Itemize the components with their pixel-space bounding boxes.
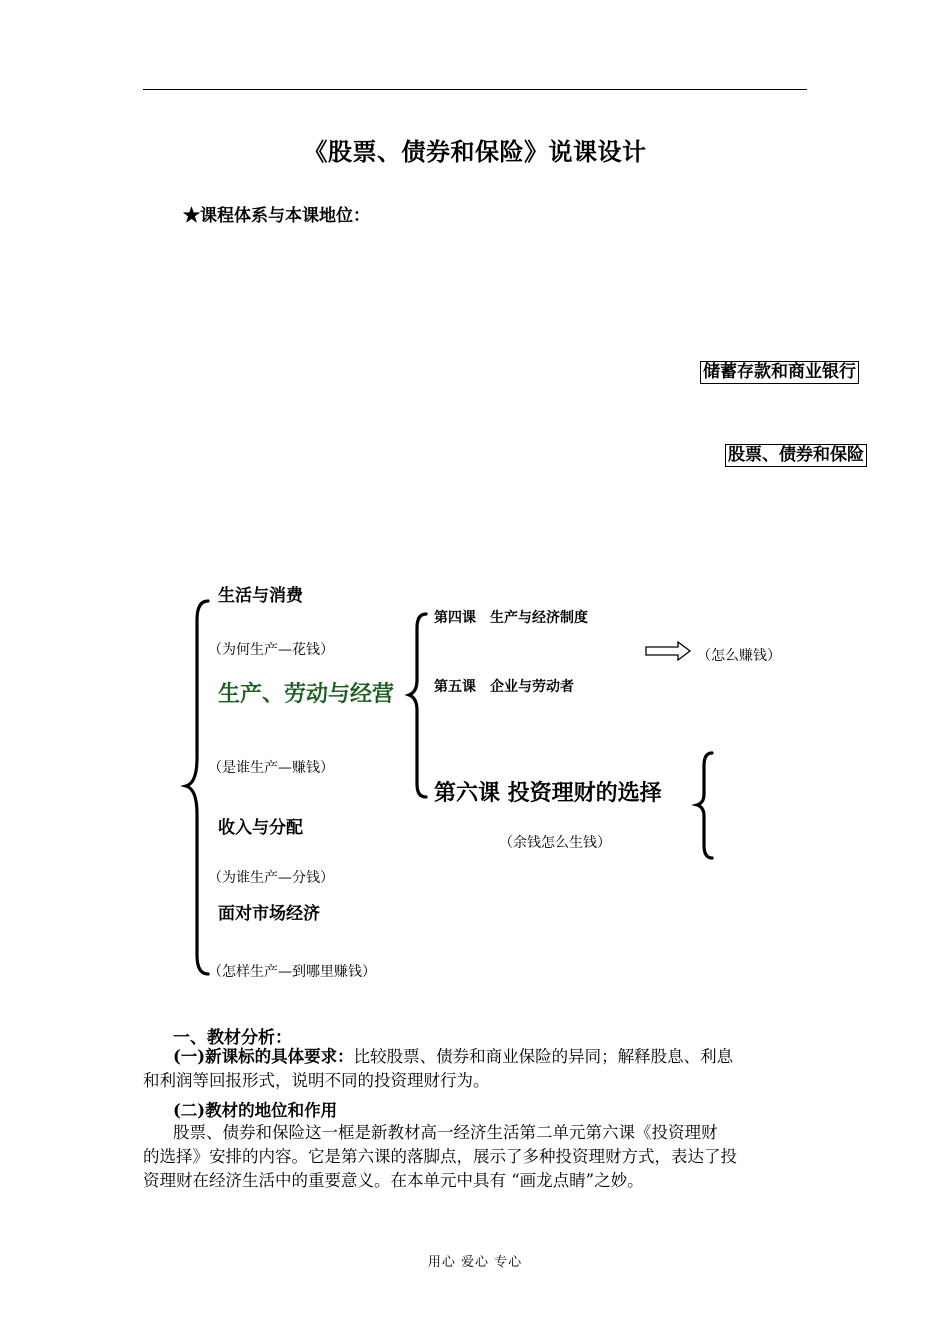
section-course-heading: ★课程体系与本课地位： [183,206,370,226]
left-note-production: （是谁生产—赚钱） [208,760,334,776]
box-savings: 储蓄存款和商业银行 [700,361,859,384]
box-stocks: 股票、债券和保险 [725,444,867,467]
big-left-brace [186,601,208,974]
page-title: 《股票、债券和保险》说课设计 [303,137,647,166]
sub2-text-line3: 资理财在经济生活中的重要意义。在本单元中具有 “画龙点睛”之妙。 [143,1171,644,1190]
sub1-text-line1: 比较股票、债券和商业保险的异同；解释股息、利息 [353,1047,734,1066]
middle-brace [409,614,426,797]
left-note-market: （怎样生产—到哪里赚钱） [208,964,376,980]
sub2-label: (二)教材的地位和作用 [173,1101,338,1120]
left-item-consumption: 生活与消费 [218,586,303,606]
page-footer: 用心 爱心 专心 [427,1255,523,1270]
lesson-four: 第四课 生产与经济制度 [434,610,588,626]
left-item-market: 面对市场经济 [218,904,320,924]
lesson-six-note: （余钱怎么生钱） [499,835,611,851]
sub1-label: (一)新课标的具体要求： [173,1047,354,1066]
lesson-five: 第五课 企业与劳动者 [434,679,574,695]
sub2-text-line2: 的选择》安排的内容。它是第六课的落脚点，展示了多种投资理财方式，表达了投 [143,1147,737,1166]
left-note-consumption: （为何生产—花钱） [208,642,334,658]
double-arrow-icon [646,642,690,660]
analysis-sub1 [143,1045,807,1093]
arrow-note: （怎么赚钱） [697,648,781,664]
analysis-heading: 一、教材分析： [173,1028,292,1048]
sub1-text-line2: 和利润等回报形式，说明不同的投资理财行为。 [143,1071,490,1090]
analysis-sub2 [143,1121,807,1193]
right-brace [697,753,712,858]
left-note-distribution: （为谁生产—分钱） [208,870,334,886]
sub2-text-line1: 股票、债券和保险这一框是新教材高一经济生活第二单元第六课《投资理财 [173,1123,718,1142]
left-item-distribution: 收入与分配 [218,818,303,838]
left-item-production: 生产、劳动与经营 [218,681,395,707]
lesson-six: 第六课 投资理财的选择 [434,780,662,806]
